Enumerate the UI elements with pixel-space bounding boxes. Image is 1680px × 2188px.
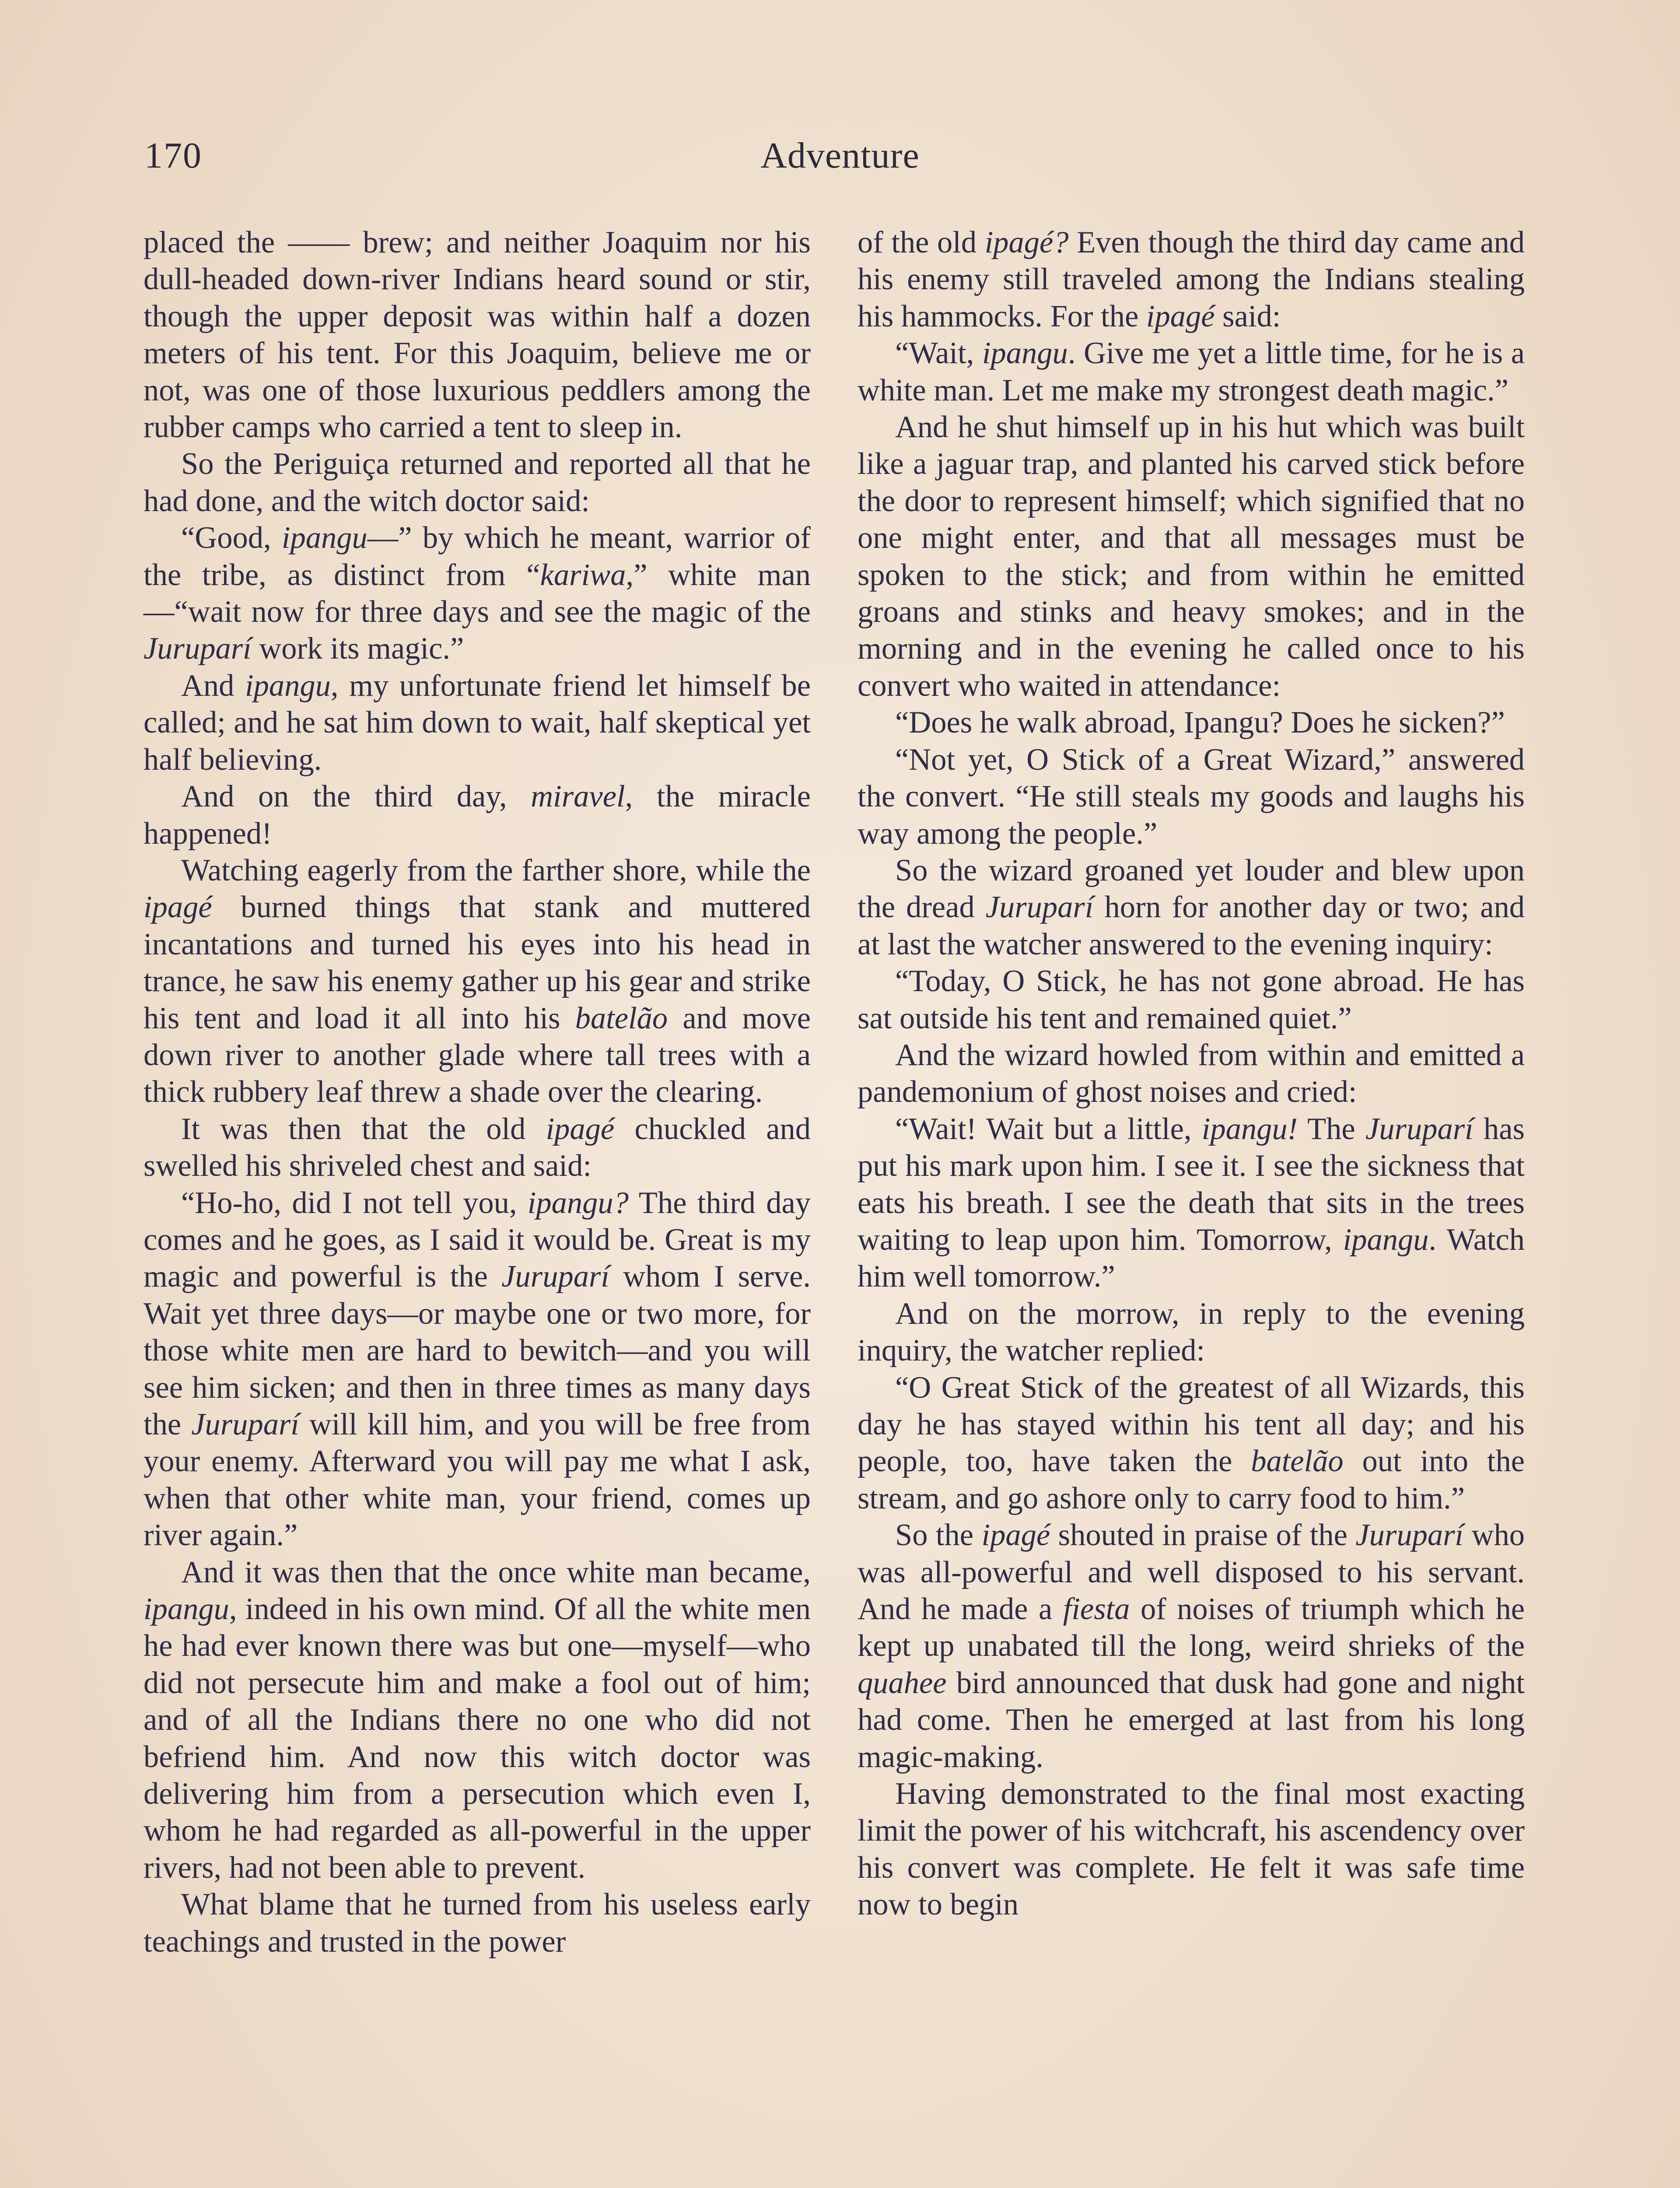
text-run: And [181, 668, 245, 703]
italic-term: Juruparí [985, 890, 1094, 925]
text-run: And he shut himself up in his hut which was built like a jaguar trap, and planted his carved stick before the door to represent himself; which signified that no one might enter, and that all messages must be spoken to the stick; and from within he emitted groans and stinks and heavy smokes; and in the morning and in the evening he called once to his convert who waited in attendance: [858, 410, 1525, 703]
text-run: chuckled and swelled his shriveled chest and said: [144, 1112, 811, 1183]
paragraph [144, 519, 811, 667]
italic-term: ipangu [144, 1592, 229, 1627]
text-run: So the [895, 1518, 982, 1553]
running-title: Adventure [760, 135, 920, 176]
italic-term: ipagé [546, 1112, 615, 1146]
paragraph [858, 963, 1525, 1037]
text-run: burned things that stank and muttered incantations and turned his eyes into his head in trance, he saw his enemy gather up his gear and strike his tent and load it all into his [144, 890, 811, 1035]
text-run: Watching eagerly from the farther shore, while the [181, 853, 811, 887]
italic-term: quahee [858, 1666, 947, 1700]
italic-term: ipangu [1343, 1222, 1429, 1257]
text-run: . Watch him well tomorrow.” [858, 1222, 1525, 1294]
italic-term: Juruparí [1355, 1518, 1464, 1553]
text-run: of the old [858, 225, 985, 259]
text-run: The [1298, 1112, 1365, 1146]
italic-term: Juruparí [191, 1407, 299, 1441]
text-run: “O Great Stick of the greatest of all Wizards, this day he has stayed within his tent all day; and his people, too, have taken the [858, 1370, 1525, 1479]
text-run: ,” white man—“wait now for three days and see the magic of the [144, 558, 811, 629]
italic-term: Juruparí [144, 631, 252, 666]
italic-term: ipangu? [527, 1185, 629, 1220]
text-run: out into the stream, and go ashore only to carry food to him.” [858, 1444, 1525, 1515]
paragraph [858, 409, 1525, 704]
text-run: bird announced that dusk had gone and night had come. Then he emerged at last from his long magic-making. [858, 1666, 1525, 1774]
text-run: —” by which he meant, warrior of the tribe, as distinct from “ [144, 521, 811, 592]
text-run: And on the morrow, in reply to the evening inquiry, the watcher replied: [858, 1296, 1525, 1368]
text-run: horn for another day or two; and at last the watcher answered to the evening inquiry: [858, 890, 1525, 961]
text-run: “Ho-ho, did I not tell you, [181, 1185, 528, 1220]
page-header [144, 130, 1536, 182]
paragraph [144, 445, 811, 519]
italic-term: ipangu [245, 668, 331, 703]
text-run: , the miracle happened! [144, 779, 811, 851]
text-run: and move down river to another glade where tall trees with a thick rubbery leaf threw a shade over the clearing. [144, 1001, 811, 1109]
italic-term: ipagé [981, 1518, 1050, 1553]
paragraph [144, 778, 811, 852]
text-run: , indeed in his own mind. Of all the white men he had ever known there was but one—myself—who did not persecute him and make a fool out of him; and of all the Indians there no one who did not befriend him. And now this witch doctor was delivering him from a persecution which even I, whom he had regarded as all-powerful in the upper rivers, had not been able to prevent. [144, 1592, 811, 1885]
paragraph [858, 1037, 1525, 1111]
text-run: who was all-powerful and well disposed to his servant. And he made a [858, 1518, 1525, 1627]
text-run: “Does he walk abroad, Ipangu? Does he sicken?” [895, 705, 1505, 740]
italic-term: miravel [531, 779, 625, 814]
paragraph [858, 741, 1525, 852]
text-run: So the wizard groaned yet louder and blew upon the dread [858, 853, 1525, 925]
text-run: “Wait, [895, 336, 982, 371]
right-text-column [858, 224, 1525, 1923]
text-run: Having demonstrated to the final most exacting limit the power of his witchcraft, his ascendency over his convert was complete. He felt it was safe time now to begin [858, 1777, 1525, 1922]
italic-term: batelão [1251, 1444, 1344, 1479]
italic-term: ipagé? [984, 225, 1069, 259]
text-run: whom I serve. Wait yet three days—or maybe one or two more, for those white men are hard to bewitch—and you will see him sicken; and then in three times as many days the [144, 1259, 811, 1441]
text-run: What blame that he turned from his useless early teachings and trusted in the power [144, 1887, 811, 1959]
italic-term: ipangu [982, 336, 1068, 371]
text-run: And it was then that the once white man became, [181, 1555, 811, 1589]
paragraph [858, 224, 1525, 335]
paragraph [858, 1517, 1525, 1775]
paragraph [858, 1111, 1525, 1295]
paragraph [144, 224, 811, 445]
paragraph [144, 1886, 811, 1960]
paragraph [144, 852, 811, 1111]
italic-term: ipagé [1146, 299, 1215, 333]
text-run: work its magic.” [251, 631, 464, 666]
paragraph [858, 1369, 1525, 1517]
text-run: It was then that the old [181, 1112, 546, 1146]
left-text-column [144, 224, 811, 1960]
paragraph [858, 335, 1525, 409]
italic-term: batelão [575, 1001, 668, 1035]
text-run: “Good, [181, 521, 282, 555]
italic-term: ipagé [144, 890, 212, 925]
text-run: So the Periguiça returned and reported all that he had done, and the witch doctor said: [144, 447, 811, 518]
text-run: “Not yet, O Stick of a Great Wizard,” answered the convert. “He still steals my goods and laughs his way among the people.” [858, 742, 1525, 851]
italic-term: ipangu! [1201, 1112, 1298, 1146]
italic-term: Juruparí [501, 1259, 609, 1294]
paragraph [144, 1185, 811, 1554]
italic-term: Juruparí [1365, 1112, 1474, 1146]
italic-term: fiesta [1063, 1592, 1130, 1627]
text-run: And the wizard howled from within and emitted a pandemonium of ghost noises and cried: [858, 1038, 1525, 1109]
paragraph [858, 1775, 1525, 1923]
page-number: 170 [144, 135, 202, 176]
paragraph [144, 1111, 811, 1185]
text-run: of noises of triumph which he kept up unabated till the long, weird shrieks of the [858, 1592, 1525, 1663]
paragraph [144, 667, 811, 778]
text-run: , my unfortunate friend let himself be called; and he sat him down to wait, half skeptical yet half believing. [144, 668, 811, 777]
text-run: The third day comes and he goes, as I said it would be. Great is my magic and powerful is the [144, 1185, 811, 1294]
text-run: Even though the third day came and his enemy still traveled among the Indians stealing his hammocks. For the [858, 225, 1525, 333]
paragraph [858, 1295, 1525, 1369]
text-run: has put his mark upon him. I see it. I see the sickness that eats his breath. I see the death that sits in the trees waiting to leap upon him. Tomorrow, [858, 1112, 1525, 1257]
paragraph [144, 1554, 811, 1886]
text-run: will kill him, and you will be free from your enemy. Afterward you will pay me what I ask, when that other white man, your friend, comes up river again.” [144, 1407, 811, 1553]
italic-term: ipangu [281, 521, 368, 555]
paragraph [858, 704, 1525, 741]
text-run: “Wait! Wait but a little, [895, 1112, 1202, 1146]
italic-term: kariwa [540, 558, 626, 592]
text-run: . Give me yet a little time, for he is a white man. Let me make my strongest death magic.” [858, 336, 1525, 407]
text-run: “Today, O Stick, he has not gone abroad. He has sat outside his tent and remained quiet.” [858, 964, 1525, 1035]
text-run: And on the third day, [181, 779, 531, 814]
text-run: shouted in praise of the [1050, 1518, 1356, 1553]
text-run: placed the —— brew; and neither Joaquim nor his dull-headed down-river Indians heard sound or stir, though the upper deposit was within half a dozen meters of his tent. For this Joaquim, believe me or not, was one of those luxurious peddlers among the rubber camps who carried a tent to sleep in. [144, 225, 811, 445]
paragraph [858, 852, 1525, 963]
text-run: said: [1214, 299, 1281, 333]
